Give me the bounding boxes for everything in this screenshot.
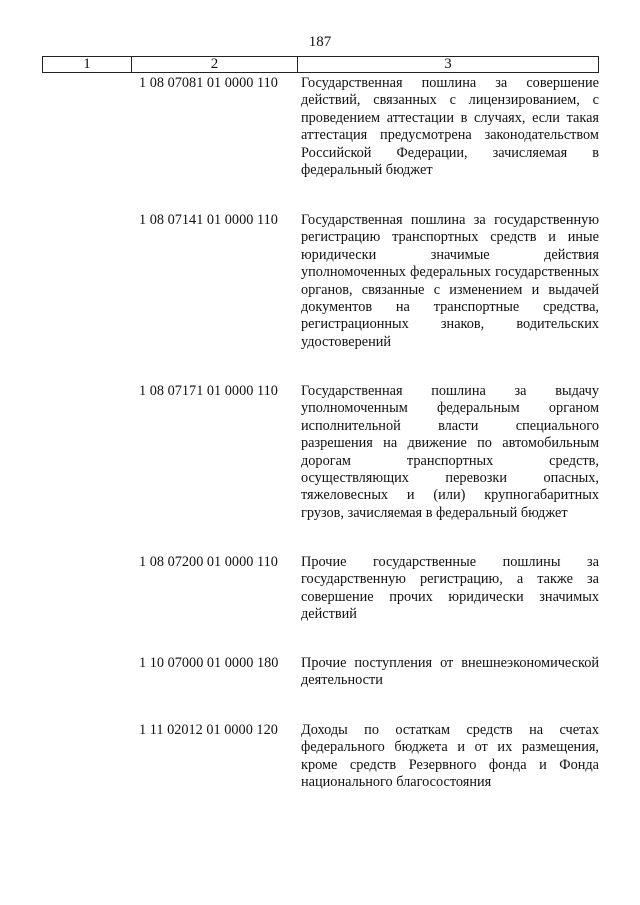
header-col-3: 3 [444, 56, 452, 72]
code-description: Прочие государственные пошлины за государственную регистрацию, а также за совершение прочих юридически значимых действий [301, 554, 599, 623]
classification-code: 1 08 07171 01 0000 110 [139, 383, 278, 399]
code-description: Доходы по остаткам средств на счетах федерального бюджета и от их размещения, кроме средств Резервного фонда и Фонда национального благосостояния [301, 722, 599, 791]
code-description: Государственная пошлина за выдачу уполномоченным федеральным органом исполнительной власти специального разрешения на движение по автомобильным дорогам транспортных средств, осуществляющих перевозки опасных, тяжеловесных и (или) крупногабаритных грузов, зачисляемая в федеральный бюджет [301, 383, 599, 521]
code-description: Государственная пошлина за совершение действий, связанных с лицензированием, с проведением аттестации в случаях, если такая аттестация предусмотрена законодательством Российской Федерации, зачисляемая в федеральный бюджет [301, 75, 599, 179]
classification-code: 1 08 07081 01 0000 110 [139, 75, 278, 91]
header-col-1: 1 [43, 57, 132, 72]
table-header [42, 56, 599, 73]
classification-code: 1 11 02012 01 0000 120 [139, 722, 278, 738]
code-description: Прочие поступления от внешнеэкономической деятельности [301, 655, 599, 689]
header-col-2: 2 [132, 57, 298, 72]
classification-code: 1 10 07000 01 0000 180 [139, 655, 279, 671]
page-number: 187 [308, 34, 332, 50]
classification-code: 1 08 07141 01 0000 110 [139, 212, 278, 228]
classification-code: 1 08 07200 01 0000 110 [139, 554, 278, 570]
code-description: Государственная пошлина за государственную регистрацию транспортных средств и иные юридически значимые действия уполномоченных федеральных государственных органов, связанные с изменением и выдачей документов на транспортные средства, регистрационных знаков, водительских удостоверений [301, 212, 599, 350]
